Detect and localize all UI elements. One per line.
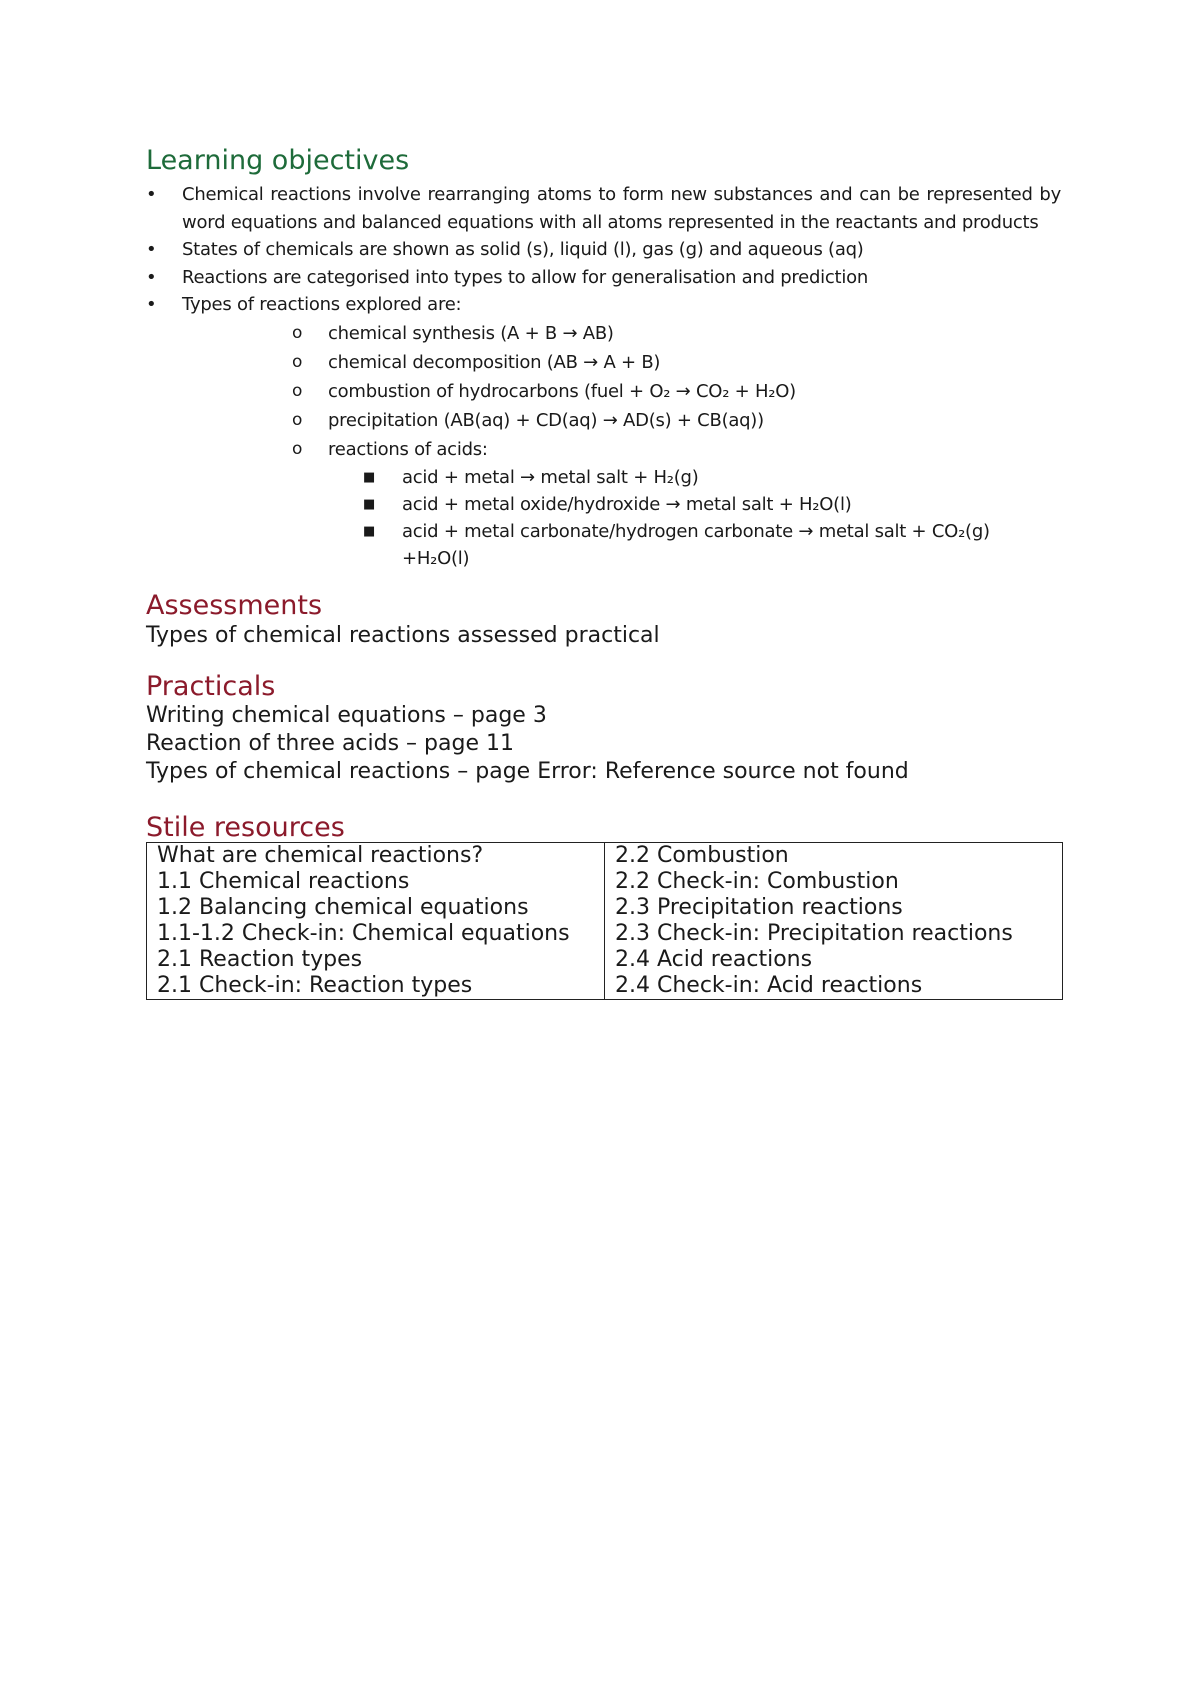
- list-item: [146, 264, 1061, 292]
- list-item: [182, 518, 1061, 572]
- reaction-type-text: chemical decomposition (AB → A + B): [328, 351, 661, 373]
- resources-right-cell: [605, 843, 1063, 1000]
- practicals-list: [146, 702, 909, 786]
- square-bullet-icon: ■: [363, 496, 376, 512]
- resource-item: 2.3 Check-in: Precipitation reactions: [615, 921, 1013, 946]
- practical-item: Reaction of three acids – page 11: [146, 731, 514, 756]
- learning-objectives-heading: Learning objectives: [146, 145, 410, 176]
- resource-item: 2.3 Precipitation reactions: [615, 895, 903, 920]
- resource-item: 1.2 Balancing chemical equations: [157, 895, 529, 920]
- list-item: [182, 491, 1061, 518]
- objective-text: Types of reactions explored are:: [182, 294, 462, 315]
- resource-item: What are chemical reactions?: [157, 843, 484, 868]
- reaction-type-text: chemical synthesis (A + B → AB): [328, 322, 614, 344]
- bullet-icon: •: [146, 239, 157, 260]
- resource-item: 1.1-1.2 Check-in: Chemical equations: [157, 921, 570, 946]
- list-item: [182, 377, 1061, 406]
- circle-bullet-icon: o: [292, 438, 303, 459]
- list-item: [182, 348, 1061, 377]
- circle-bullet-icon: o: [292, 322, 303, 343]
- circle-bullet-icon: o: [292, 409, 303, 430]
- table-row: [147, 843, 1063, 1000]
- reaction-types-list: [182, 319, 1061, 572]
- reaction-type-text: precipitation (AB(aq) + CD(aq) → AD(s) + CB(aq)): [328, 409, 764, 431]
- practicals-heading: Practicals: [146, 671, 276, 702]
- objective-text: States of chemicals are shown as solid (s), liquid (l), gas (g) and aqueous (aq): [182, 239, 864, 260]
- stile-resources-heading: Stile resources: [146, 812, 345, 843]
- objectives-list: [146, 181, 1061, 572]
- objective-text: Reactions are categorised into types to allow for generalisation and prediction: [182, 266, 869, 288]
- resource-item: 2.1 Reaction types: [157, 947, 363, 972]
- list-item: [182, 464, 1061, 491]
- resource-item: 2.4 Acid reactions: [615, 947, 813, 972]
- assessments-heading: Assessments: [146, 590, 323, 621]
- resource-item: 2.1 Check-in: Reaction types: [157, 973, 473, 998]
- assessment-text: Types of chemical reactions assessed practical: [146, 623, 660, 648]
- list-item: [146, 181, 1061, 236]
- acid-reaction-text: acid + metal oxide/hydroxide → metal salt + H₂O(l): [402, 493, 852, 515]
- reaction-type-text: reactions of acids:: [328, 438, 488, 460]
- list-item: [182, 435, 1061, 572]
- acid-reaction-text: acid + metal carbonate/hydrogen carbonate → metal salt + CO₂(g) +H₂O(l): [402, 520, 990, 569]
- bullet-icon: •: [146, 184, 157, 205]
- bullet-icon: •: [146, 266, 157, 288]
- circle-bullet-icon: o: [292, 351, 303, 372]
- objective-text: Chemical reactions involve rearranging atoms to form new substances and can be represented by word equations and balanced equations with all atoms represented in the reactants and products: [182, 184, 1061, 233]
- acid-reactions-list: [182, 464, 1061, 572]
- bullet-icon: •: [146, 294, 157, 315]
- stile-resources-table: [146, 842, 1063, 1000]
- list-item: [182, 406, 1061, 435]
- list-item: [146, 236, 1061, 264]
- list-item: [182, 319, 1061, 348]
- practical-item: Writing chemical equations – page 3: [146, 703, 547, 728]
- reaction-type-text: combustion of hydrocarbons (fuel + O₂ → CO₂ + H₂O): [328, 380, 796, 402]
- resource-item: 2.4 Check-in: Acid reactions: [615, 973, 923, 998]
- resource-item: 1.1 Chemical reactions: [157, 869, 410, 894]
- resource-item: 2.2 Combustion: [615, 843, 789, 868]
- square-bullet-icon: ■: [363, 469, 376, 485]
- circle-bullet-icon: o: [292, 380, 303, 401]
- resource-item: 2.2 Check-in: Combustion: [615, 869, 899, 894]
- practical-item: Types of chemical reactions – page Error: Reference source not found: [146, 759, 909, 784]
- square-bullet-icon: ■: [363, 523, 376, 539]
- resources-left-cell: [147, 843, 605, 1000]
- list-item: [146, 291, 1061, 572]
- acid-reaction-text: acid + metal → metal salt + H₂(g): [402, 466, 699, 488]
